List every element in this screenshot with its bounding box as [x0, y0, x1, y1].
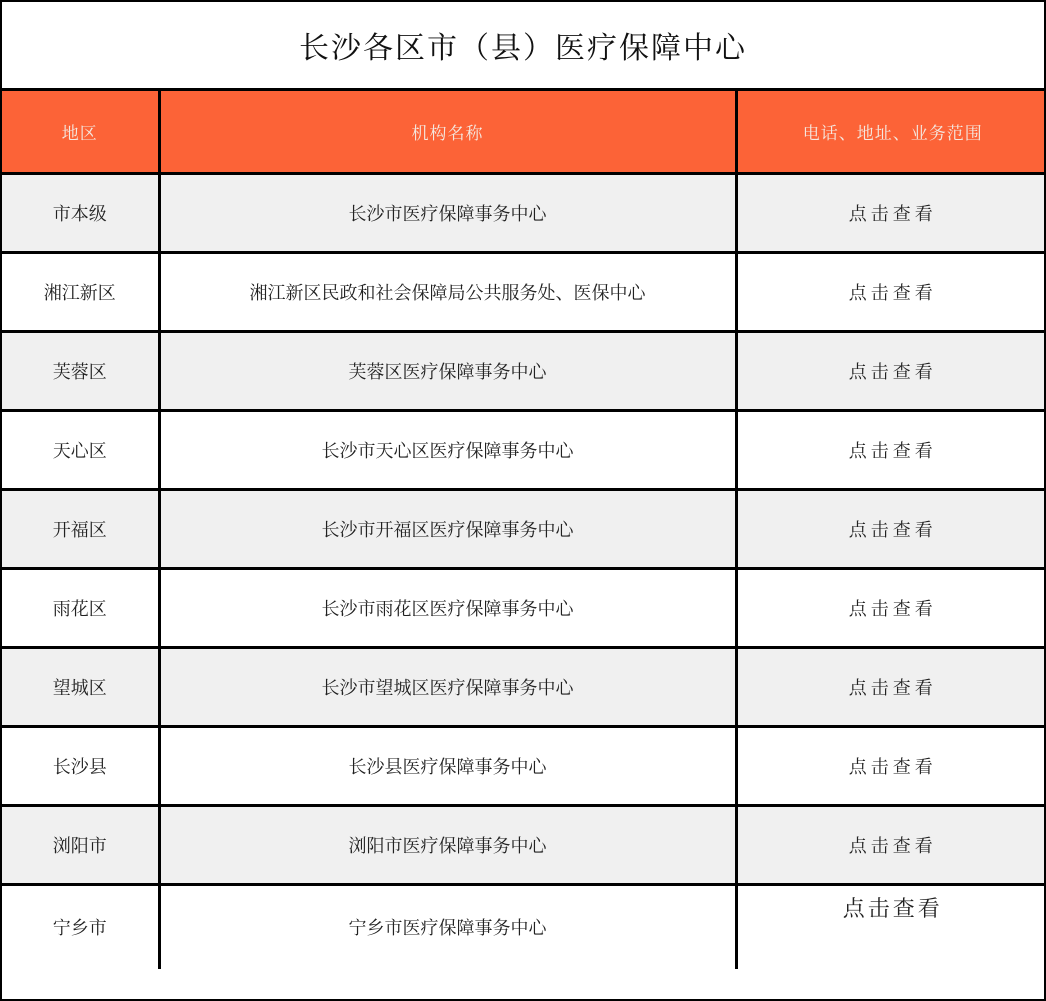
view-details-link[interactable]: 点击查看 [848, 203, 937, 224]
column-header-org-name: 机构名称 [159, 91, 736, 173]
table-row [2, 173, 1046, 252]
action-cell [736, 568, 1046, 647]
view-details-link[interactable]: 点击查看 [848, 835, 937, 856]
region-cell: 市本级 [2, 173, 159, 252]
action-cell [736, 647, 1046, 726]
table-row [2, 884, 1046, 969]
region-cell: 开福区 [2, 489, 159, 568]
org-name-cell: 宁乡市医疗保障事务中心 [159, 884, 736, 969]
region-cell: 浏阳市 [2, 805, 159, 884]
org-name-cell: 长沙县医疗保障事务中心 [159, 726, 736, 805]
table-row [2, 726, 1046, 805]
region-cell: 芙蓉区 [2, 331, 159, 410]
view-details-link[interactable]: 点击查看 [848, 361, 937, 382]
view-details-link[interactable]: 点击查看 [848, 598, 937, 619]
region-cell: 望城区 [2, 647, 159, 726]
org-name-cell: 长沙市天心区医疗保障事务中心 [159, 410, 736, 489]
column-header-contact-info: 电话、地址、业务范围 [736, 91, 1046, 173]
table-row [2, 647, 1046, 726]
action-cell [736, 252, 1046, 331]
table-row [2, 410, 1046, 489]
region-cell: 天心区 [2, 410, 159, 489]
column-header-region: 地区 [2, 91, 159, 173]
region-cell: 雨花区 [2, 568, 159, 647]
view-details-link[interactable]: 点击查看 [848, 756, 937, 777]
org-name-cell: 浏阳市医疗保障事务中心 [159, 805, 736, 884]
view-details-link[interactable]: 点击查看 [848, 519, 937, 540]
action-cell [736, 410, 1046, 489]
org-name-cell: 长沙市医疗保障事务中心 [159, 173, 736, 252]
table-header [2, 91, 1046, 173]
action-cell [736, 173, 1046, 252]
table-row [2, 568, 1046, 647]
action-cell [736, 489, 1046, 568]
region-cell: 宁乡市 [2, 884, 159, 969]
table-row [2, 489, 1046, 568]
org-name-cell: 长沙市开福区医疗保障事务中心 [159, 489, 736, 568]
table-row [2, 252, 1046, 331]
page-title: 长沙各区市（县）医疗保障中心 [2, 2, 1044, 91]
region-cell: 长沙县 [2, 726, 159, 805]
medical-centers-table [2, 91, 1046, 969]
org-name-cell: 湘江新区民政和社会保障局公共服务处、医保中心 [159, 252, 736, 331]
region-cell: 湘江新区 [2, 252, 159, 331]
action-cell [736, 884, 1046, 969]
view-details-link[interactable]: 点击查看 [848, 440, 937, 461]
view-details-link[interactable]: 点击查看 [842, 895, 943, 921]
org-name-cell: 芙蓉区医疗保障事务中心 [159, 331, 736, 410]
org-name-cell: 长沙市雨花区医疗保障事务中心 [159, 568, 736, 647]
action-cell [736, 805, 1046, 884]
view-details-link[interactable]: 点击查看 [848, 282, 937, 303]
table-row [2, 331, 1046, 410]
table-row [2, 805, 1046, 884]
header-row [2, 91, 1046, 173]
org-name-cell: 长沙市望城区医疗保障事务中心 [159, 647, 736, 726]
view-details-link[interactable]: 点击查看 [848, 677, 937, 698]
action-cell [736, 331, 1046, 410]
table-body [2, 173, 1046, 969]
action-cell [736, 726, 1046, 805]
